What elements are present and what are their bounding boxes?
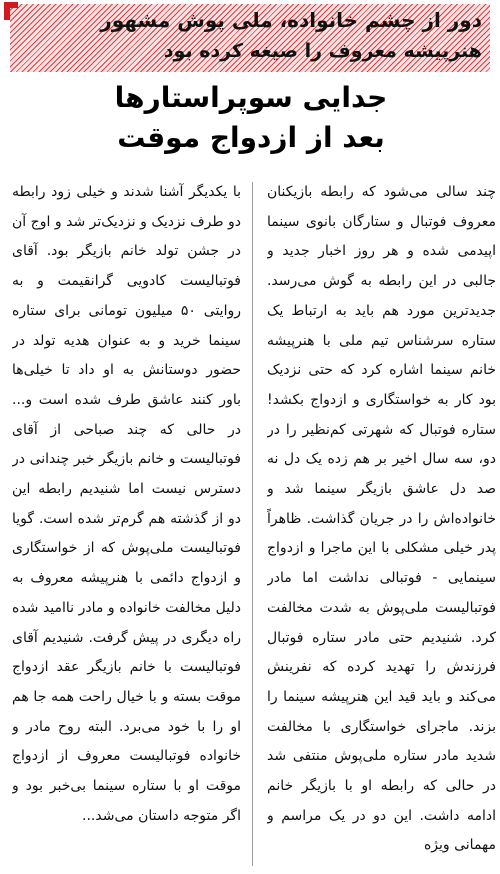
headline-line-2: بعد از ازدواج موقت <box>117 121 385 154</box>
column-left-text: با یکدیگر آشنا شدند و خیلی زود رابطه دو طرف نزدیک و نزدیک‌تر شد و اوج آن در جشن تولد خانم بازیگر بود. آقای فوتبالیست کادویی گرانقیمت و به روایتی ۵۰ میلیون تومانی برای ستاره سینما خرید و به عنوان هدیه تولد در حضور دوستانش به او داد تا خیلی‌ها باور کنند عاشق طرف شده است و... در حالی که چند صباحی از آقای فوتبالیست و خانم بازیگر خبر چندانی در دسترس نیست اما شنیدیم رابطه این دو از گذشته هم گرم‌تر شده است. گویا فوتبالیست ملی‌پوش که از خواستگاری و ازدواج دائمی با هنرپیشه معروف به دلیل مخالفت خانواده و مادر ناامید شده راه دیگری در پیش گرفت. شنیدیم آقای فوتبالیست با خانم بازیگر عقد ازدواج موقت بسته و با خیال راحت همه جا هم او را با خود می‌برد. البته روح مادر و خانواده فوتبالیست معروف از ازدواج موقت او با ستاره سینما بی‌خبر بود و اگر متوجه داستان می‌شد... <box>12 184 241 824</box>
column-left <box>12 178 241 870</box>
kicker-line-2: هنرپیشه معروف را صیغه کرده بود <box>163 40 482 62</box>
headline-line-1: جدایی سوپراستارها <box>114 81 388 114</box>
column-divider <box>252 182 253 866</box>
article-body <box>12 178 496 870</box>
column-right-text: چند سالی می‌شود که رابطه بازیکنان معروف فوتبال و ستارگان بانوی سینما اپیدمی شده و هر روز اخبار جدید و جالبی در این رابطه به گوش می‌رسد. جدیدترین مورد هم باید به ارتباط یک ستاره سرشناس تیم ملی با هنرپیشه خانم سینما اشاره کرد که حتی نزدیک بود کار به خواستگاری و ازدواج بکشد! ستاره فوتبال که شهرتی کم‌نظیر را در دو، سه سال اخیر بر هم زده یک دل نه صد دل عاشق بازیگر سینما شد و خانواده‌اش را در جریان گذاشت. ظاهراً پدر خیلی مشکلی با این ماجرا و ازدواج سینمایی - فوتبالی نداشت اما مادر فوتبالیست ملی‌پوش به شدت مخالفت کرد. شنیدیم حتی مادر ستاره فوتبال فرزندش را تهدید کرده که نفرینش می‌کند و باید قید این هنرپیشه سینما را بزند. ماجرای خواستگاری با مخالفت شدید مادر ستاره ملی‌پوش منتفی شد در حالی که رابطه او با بازیگر خانم ادامه داشت. این دو در یک مراسم و مهمانی ویژه <box>267 184 496 854</box>
kicker-line-1: دور از چشم خانواده، ملی پوش مشهور <box>100 8 482 32</box>
column-right <box>267 178 496 870</box>
headline <box>108 78 394 166</box>
corner-bracket-icon <box>4 2 18 20</box>
kicker-banner <box>10 4 490 72</box>
